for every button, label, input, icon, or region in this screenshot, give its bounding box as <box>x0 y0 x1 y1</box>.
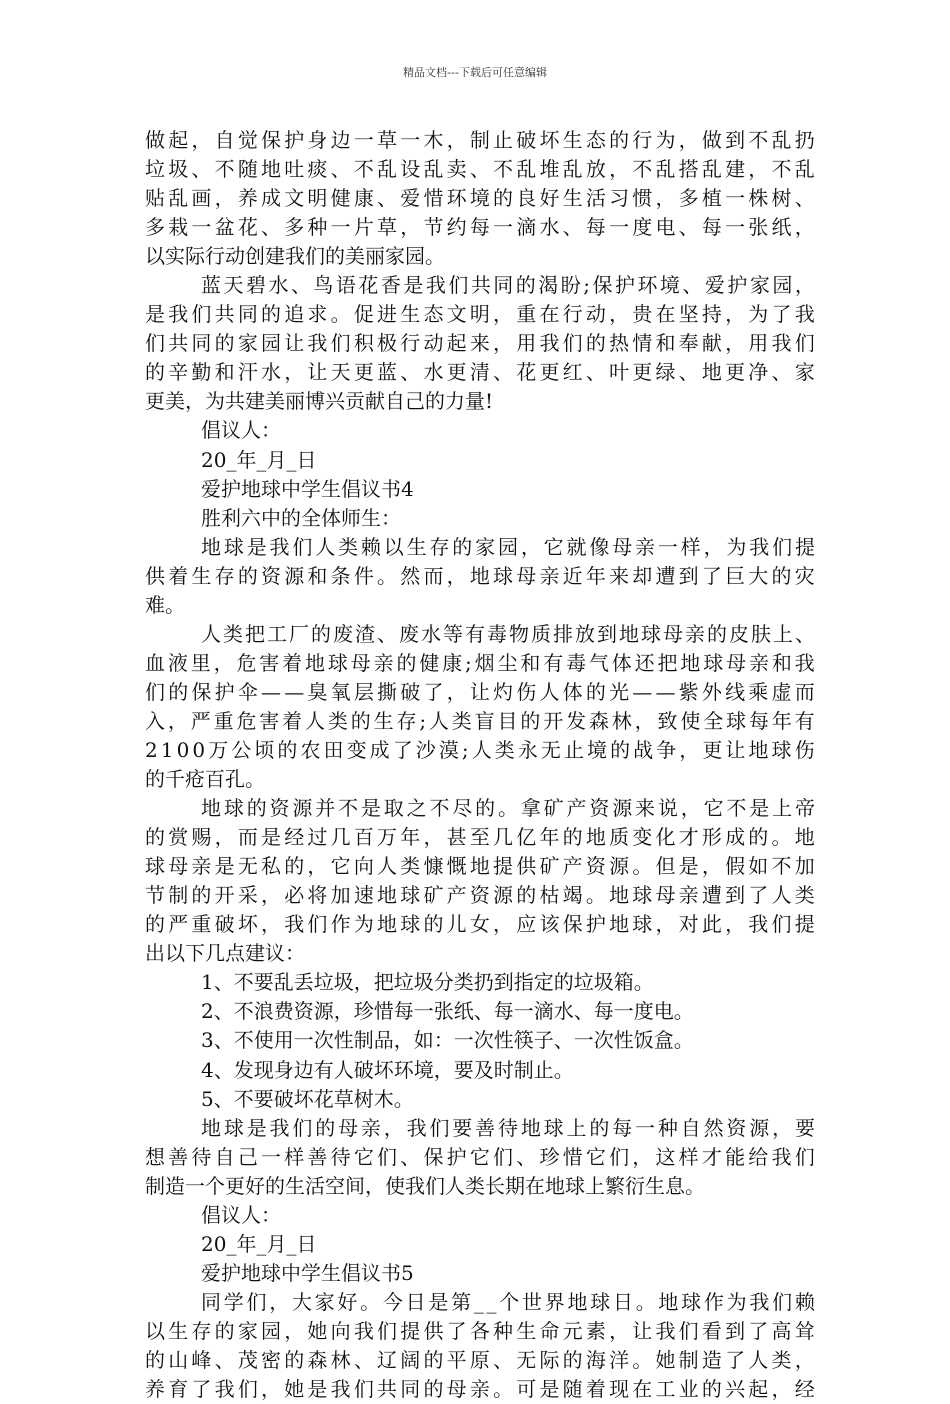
text-line: 地 球 是 我 们 人 类 赖 以 生 存 的 家 园 ， 它 就 像 母 亲 一 样 ， 为 我 们 提 <box>201 534 815 559</box>
text-line: 养 育 了 我 们 ， 她 是 我 们 共 同 的 母 亲 。 可 是 随 着 现 在 工 业 的 兴 起 ， 经 <box>145 1377 815 1402</box>
text-line: 同 学 们 ， 大 家 好 。 今 日 是 第 _ _ 个 世 界 地 球 日 。 地 球 作 为 我 们 赖 <box>201 1289 815 1314</box>
text-line: 节 制 的 开 采 ， 必 将 加 速 地 球 矿 产 资 源 的 枯 竭 。 地 球 母 亲 遭 到 了 人 类 <box>145 883 815 908</box>
text-line: 蓝 天 碧 水 、 鸟 语 花 香 是 我 们 共 同 的 渴 盼 ; 保 护 环 境 、 爱 护 家 园 ， <box>201 273 815 298</box>
text-line: 制造一个更好的生活空间，使我们人类长期在地球上繁衍生息。 <box>145 1173 705 1198</box>
text-line: 难。 <box>145 592 185 617</box>
text-line: 们 共 同 的 家 园 让 我 们 积 极 行 动 起 来 ， 用 我 们 的 热 情 和 奉 献 ， 用 我 们 <box>145 331 815 356</box>
text-line: 多 栽 一 盆 花 、 多 种 一 片 草 ， 节 约 每 一 滴 水 、 每 一 度 电 、 每 一 张 纸 ， <box>145 215 815 240</box>
text-line: 的千疮百孔。 <box>145 767 265 792</box>
text-line: 5、不要破坏花草树木。 <box>201 1086 414 1111</box>
text-line: 地 球 是 我 们 的 母 亲 ， 我 们 要 善 待 地 球 上 的 每 一 种 自 然 资 源 ， 要 <box>201 1115 815 1140</box>
text-line: 2、不浪费资源，珍惜每一张纸、每一滴水、每一度电。 <box>201 999 694 1024</box>
text-line: 以 生 存 的 家 园 ， 她 向 我 们 提 供 了 各 种 生 命 元 素 ， 让 我 们 看 到 了 高 耸 <box>145 1318 815 1343</box>
text-line: 想 善 待 自 己 一 样 善 待 它 们 、 保 护 它 们 、 珍 惜 它 们 ， 这 样 才 能 给 我 们 <box>145 1144 815 1169</box>
text-line: 贴 乱 画 ， 养 成 文 明 健 康 、 爱 惜 环 境 的 良 好 生 活 习 惯 ， 多 植 一 株 树 、 <box>145 186 815 211</box>
text-line: 的 山 峰 、 茂 密 的 森 林 、 辽 阔 的 平 原 、 无 际 的 海 洋 。 她 制 造 了 人 类 ， <box>145 1347 815 1372</box>
text-line: 入 ， 严 重 危 害 着 人 类 的 生 存 ; 人 类 盲 目 的 开 发 森 林 ， 致 使 全 球 每 年 有 <box>145 708 815 733</box>
text-line: 3、不使用一次性制品，如：一次性筷子、一次性饭盒。 <box>201 1028 694 1053</box>
document-body <box>145 126 815 1404</box>
text-line: 爱护地球中学生倡议书4 <box>201 476 414 501</box>
text-line: 以实际行动创建我们的美丽家园。 <box>145 244 445 269</box>
text-line: 4、发现身边有人破坏环境，要及时制止。 <box>201 1057 574 1082</box>
text-line: 2 1 0 0 万 公 顷 的 农 田 变 成 了 沙 漠 ; 人 类 永 无 止 境 的 战 争 ， 更 让 地 球 伤 <box>145 737 815 762</box>
text-line: 是 我 们 共 同 的 追 求 。 促 进 生 态 文 明 ， 重 在 行 动 ， 贵 在 坚 持 ， 为 了 我 <box>145 302 815 327</box>
text-line: 供 着 生 存 的 资 源 和 条 件 。 然 而 ， 地 球 母 亲 近 年 来 却 遭 到 了 巨 大 的 灾 <box>145 563 815 588</box>
text-line: 20_年_月_日 <box>201 447 317 472</box>
text-line: 地 球 的 资 源 并 不 是 取 之 不 尽 的 。 拿 矿 产 资 源 来 说 ， 它 不 是 上 帝 <box>201 796 815 821</box>
text-line: 倡议人： <box>201 418 281 443</box>
text-line: 倡议人： <box>201 1202 281 1227</box>
text-line: 球 母 亲 是 无 私 的 ， 它 向 人 类 慷 慨 地 提 供 矿 产 资 源 。 但 是 ， 假 如 不 加 <box>145 854 815 879</box>
text-line: 做 起 ， 自 觉 保 护 身 边 一 草 一 木 ， 制 止 破 坏 生 态 的 行 为 ， 做 到 不 乱 扔 <box>145 128 815 152</box>
text-line: 出以下几点建议： <box>145 941 305 966</box>
text-line: 垃 圾 、 不 随 地 吐 痰 、 不 乱 设 乱 卖 、 不 乱 堆 乱 放 ， 不 乱 搭 乱 建 ， 不 乱 <box>145 157 815 182</box>
text-line: 爱护地球中学生倡议书5 <box>201 1260 414 1285</box>
text-line: 的 赏 赐 ， 而 是 经 过 几 百 万 年 ， 甚 至 几 亿 年 的 地 质 变 化 才 形 成 的 。 地 <box>145 825 815 850</box>
text-line: 的 严 重 破 坏 ， 我 们 作 为 地 球 的 儿 女 ， 应 该 保 护 地 球 ， 对 此 ， 我 们 提 <box>145 912 815 937</box>
text-line: 们 的 保 护 伞 — — 臭 氧 层 撕 破 了 ， 让 灼 伤 人 体 的 光 — — 紫 外 线 乘 虚 而 <box>145 679 815 704</box>
text-line: 血 液 里 ， 危 害 着 地 球 母 亲 的 健 康 ; 烟 尘 和 有 毒 气 体 还 把 地 球 母 亲 和 我 <box>145 650 815 675</box>
page-header: 精品文档---下载后可任意编辑 <box>403 66 547 79</box>
text-line: 的 辛 勤 和 汗 水 ， 让 天 更 蓝 、 水 更 清 、 花 更 红 、 叶 更 绿 、 地 更 净 、 家 <box>145 360 815 385</box>
text-line: 人 类 把 工 厂 的 废 渣 、 废 水 等 有 毒 物 质 排 放 到 地 球 母 亲 的 皮 肤 上 、 <box>201 621 815 646</box>
text-line: 1、不要乱丢垃圾，把垃圾分类扔到指定的垃圾箱。 <box>201 970 654 995</box>
text-line: 更美，为共建美丽博兴贡献自己的力量! <box>145 389 494 414</box>
text-line: 20_年_月_日 <box>201 1231 317 1256</box>
text-line: 胜利六中的全体师生： <box>201 505 401 530</box>
